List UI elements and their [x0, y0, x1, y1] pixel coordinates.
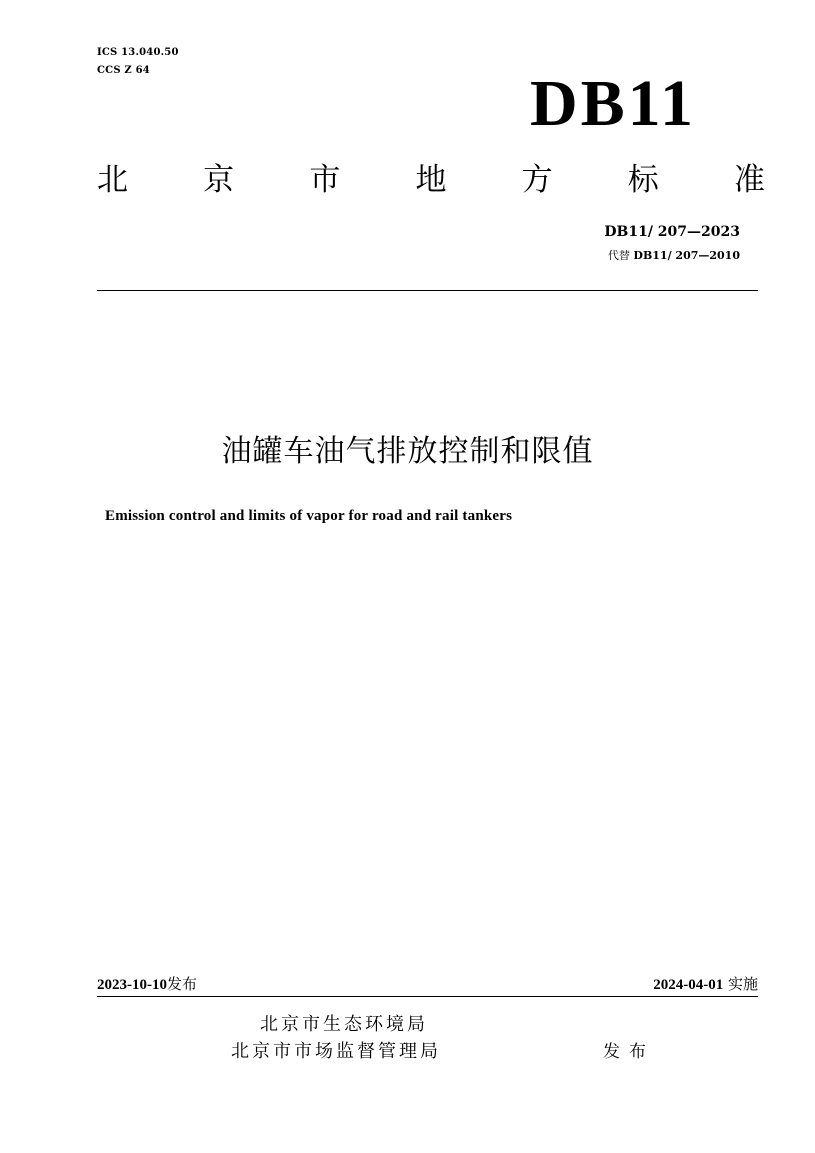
standard-type-char: 地 [415, 162, 447, 198]
standard-type-char: 市 [309, 162, 341, 198]
publisher-1: 北京市生态环境局 [260, 1014, 428, 1035]
implement-date-line [653, 974, 758, 995]
replaces-number: DB11/ 207—2010 [633, 249, 740, 262]
ics-code: ICS 13.040.50 [97, 47, 179, 58]
standard-type-char: 京 [203, 162, 235, 198]
classification-codes [97, 44, 179, 80]
footer-divider [97, 996, 758, 997]
replaces-label: 代替 [607, 249, 630, 262]
document-title: 油罐车油气排放控制和限值 [221, 434, 594, 469]
standard-type-char: 准 [733, 162, 765, 198]
header-divider [97, 290, 758, 291]
document-subtitle: Emission control and limits of vapor for road and rail tankers [105, 508, 513, 524]
standard-number: DB11/ 207—2023 [604, 224, 740, 240]
ccs-code: CCS Z 64 [97, 65, 150, 76]
standard-type-char: 标 [627, 162, 659, 198]
implement-date: 2024-04-01 [653, 977, 724, 993]
issue-label: 发布 [167, 975, 198, 993]
standard-type-char: 北 [97, 162, 128, 198]
replaces-line [608, 248, 740, 264]
publish-label: 发布 [603, 1042, 655, 1062]
publisher-2: 北京市市场监督管理局 [231, 1041, 441, 1062]
standard-type-title [97, 160, 765, 200]
implement-label: 实施 [727, 975, 758, 993]
db-logo: DB11 [530, 67, 697, 140]
issue-date: 2023-10-10 [97, 977, 167, 993]
standard-type-char: 方 [521, 162, 553, 198]
issue-date-line [97, 974, 197, 995]
